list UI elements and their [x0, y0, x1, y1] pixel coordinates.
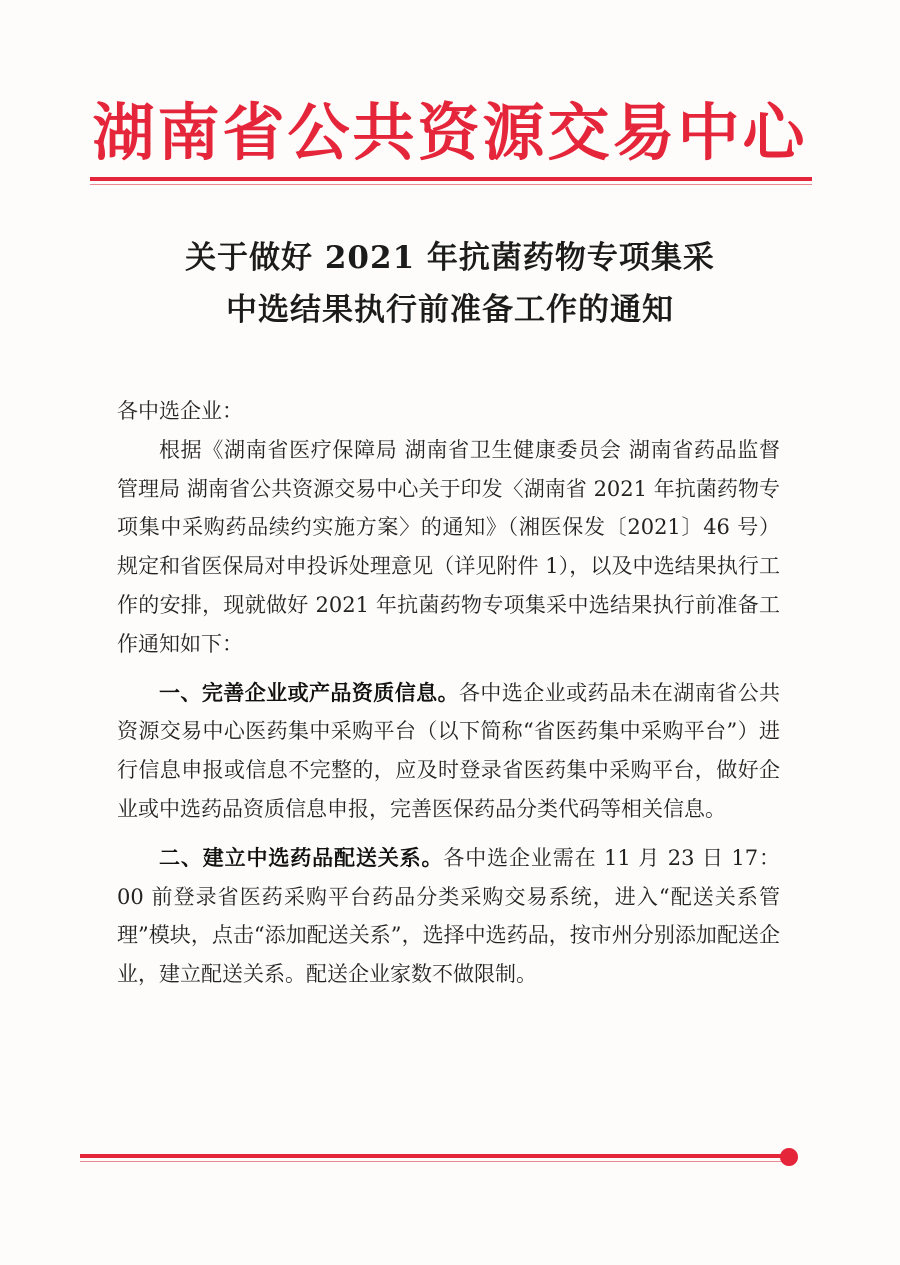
footer-divider-dot	[780, 1148, 798, 1166]
document-title-line-2: 中选结果执行前准备工作的通知	[226, 292, 674, 328]
salutation: 各中选企业：	[117, 399, 243, 423]
footer-divider-thin	[80, 1161, 790, 1162]
section-1-paragraph	[117, 674, 780, 829]
footer-divider	[80, 1154, 790, 1158]
section-2-heading: 二、建立中选药品配送关系。	[159, 845, 444, 870]
intro-paragraph: 根据《湖南省医疗保障局 湖南省卫生健康委员会 湖南省药品监督管理局 湖南省公共资源交易中心关于印发〈湖南省 2021 年抗菌药物专项集中采购药品续约实施方案〉的通知》（湘医保发〔2021〕46 号）规定和省医保局对申投诉处理意见（详见附件 1），以及中选结果执行工作的安排，现就做好 2021 年抗菌药物专项集采中选结果执行前准备工作通知如下：	[117, 437, 780, 656]
masthead-divider	[90, 177, 812, 181]
masthead-org-name: 湖南省公共资源交易中心	[92, 96, 808, 169]
section-2-text: 各中选企业需在 11 月 23 日 17：00 前登录省医药采购平台药品分类采购交易系统，进入“配送关系管理”模块，点击“添加配送关系”，选择中选药品，按市州分别添加配送企业，建立配送关系。配送企业家数不做限制。	[117, 845, 780, 987]
section-1-heading: 一、完善企业或产品资质信息。	[159, 680, 459, 705]
document-title	[110, 232, 790, 336]
document-body	[117, 392, 780, 994]
section-1-text: 各中选企业或药品未在湖南省公共资源交易中心医药集中采购平台（以下简称“省医药集中采购平台”）进行信息申报或信息不完整的，应及时登录省医药集中采购平台，做好企业或中选药品资质信息申报，完善医保药品分类代码等相关信息。	[117, 680, 780, 821]
document-title-line-1: 关于做好 2021 年抗菌药物专项集采	[185, 240, 715, 276]
masthead-divider-thin	[90, 184, 812, 185]
section-2-paragraph	[117, 839, 780, 994]
